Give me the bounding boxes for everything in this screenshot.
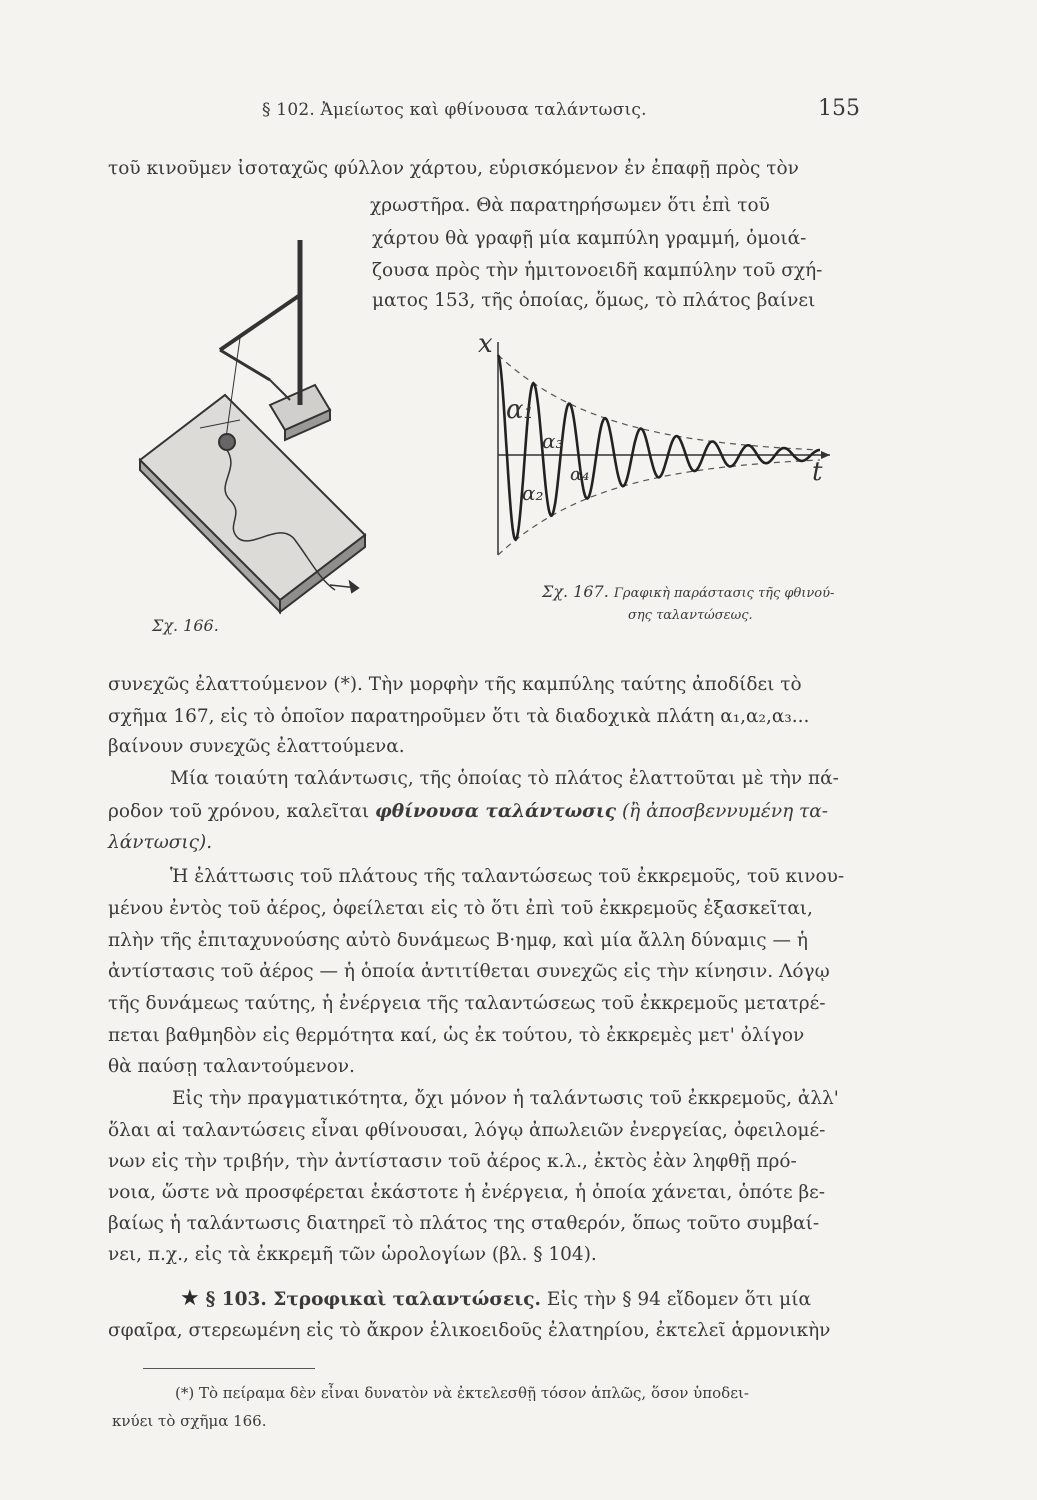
t-axis-label: t: [812, 457, 823, 487]
body-line: Μία τοιαύτη ταλάντωσις, τῆς ὁποίας τὸ πλάτος ἐλαττοῦται μὲ τὴν πά-: [170, 768, 839, 789]
body-line: θὰ παύσῃ ταλαντούμενον.: [108, 1056, 355, 1077]
body-line: σφαῖρα, στερεωμένη εἰς τὸ ἄκρον ἑλικοειδοῦς ἐλατηρίου, ἐκτελεῖ ἁρμονικὴν: [108, 1320, 831, 1341]
footnote-line: κνύει τὸ σχῆμα 166.: [112, 1412, 267, 1430]
fig-167-caption: Σχ. 167. Γραφικὴ παράστασις τῆς φθινού-: [542, 582, 835, 601]
body-line: σχῆμα 167, εἰς τὸ ὁποῖον παρατηροῦμεν ὅτι τὰ διαδοχικὰ πλάτη α₁,α₂,α₃...: [108, 706, 810, 727]
fig-166-caption: Σχ. 166.: [152, 616, 219, 635]
body-line: ὅλαι αἱ ταλαντώσεις εἶναι φθίνουσαι, λόγῳ ἀπωλειῶν ἐνεργείας, ὀφειλομέ-: [108, 1120, 826, 1141]
amplitude-label-a1: α₁: [506, 395, 534, 425]
body-line: Ἡ ἐλάττωσις τοῦ πλάτους τῆς ταλαντώσεως τοῦ ἐκκρεμοῦς, τοῦ κινου-: [170, 866, 845, 887]
page-header: [0, 96, 1037, 126]
body-line: τῆς δυνάμεως ταύτης, ἡ ἐνέργεια τῆς ταλαντώσεως τοῦ ἐκκρεμοῦς μετατρέ-: [108, 993, 826, 1014]
running-head: § 102. Ἀμείωτος καὶ φθίνουσα ταλάντωσις.: [262, 100, 647, 120]
body-line: ἀντίστασις τοῦ ἀέρος — ἡ ὁποία ἀντιτίθεται συνεχῶς εἰς τὴν κίνησιν. Λόγῳ: [108, 961, 830, 982]
page-number: 155: [818, 96, 860, 121]
body-line: Εἰς τὴν πραγματικότητα, ὄχι μόνον ἡ ταλάντωσις τοῦ ἐκκρεμοῦς, ἀλλ': [172, 1088, 839, 1109]
fig-167-caption-cont: σης ταλαντώσεως.: [628, 608, 753, 623]
body-line: βαίως ἡ ταλάντωσις διατηρεῖ τὸ πλάτος της σταθερόν, ὅπως τοῦτο συμβαί-: [108, 1213, 820, 1234]
lower-envelope: [498, 460, 820, 555]
body-line: πλὴν τῆς ἐπιταχυνούσης αὐτὸ δυνάμεως Β·ημφ, καὶ μία ἄλλη δύναμις — ἡ: [108, 930, 808, 951]
body-line: χρωστῆρα. Θὰ παρατηρήσωμεν ὅτι ἐπὶ τοῦ: [370, 195, 770, 216]
term-damped-oscillation: φθίνουσα ταλάντωσις: [375, 801, 617, 822]
body-line: λάντωσις).: [108, 832, 213, 853]
body-line: βαίνουν συνεχῶς ἐλαττούμενα.: [108, 736, 405, 757]
body-line: πεται βαθμηδὸν εἰς θερμότητα καί, ὡς ἐκ τούτου, τὸ ἐκκρεμὲς μετ' ὀλίγον: [108, 1025, 805, 1046]
body-line: ζουσα πρὸς τὴν ἡμιτονοειδῆ καμπύλην τοῦ σχή-: [372, 260, 823, 281]
body-line: ροδον τοῦ χρόνου, καλεῖται φθίνουσα ταλάντωσις (ἢ ἀποσβεννυμένη τα-: [108, 801, 829, 822]
footnote-divider: [143, 1368, 315, 1369]
amplitude-label-a3: α₃: [542, 429, 564, 453]
body-line: χάρτου θὰ γραφῇ μία καμπύλη γραμμή, ὁμοιά-: [372, 228, 807, 249]
star-icon: ★: [180, 1286, 200, 1311]
section-103-heading: § 103. Στροφικαὶ ταλαντώσεις.: [205, 1289, 541, 1310]
body-line: νοια, ὥστε νὰ προσφέρεται ἑκάστοτε ἡ ἐνέργεια, ἡ ὁποία χάνεται, ὁπότε βε-: [108, 1182, 825, 1203]
amplitude-label-a4: α₄: [570, 464, 590, 485]
body-line: τοῦ κινοῦμεν ἰσοταχῶς φύλλον χάρτου, εὑρισκόμενον ἐν ἐπαφῇ πρὸς τὸν: [108, 158, 799, 179]
body-line: νων εἰς τὴν τριβήν, τὴν ἀντίστασιν τοῦ ἀέρος κ.λ., ἐκτὸς ἐὰν ληφθῇ πρό-: [108, 1151, 797, 1172]
body-line: νει, π.χ., εἰς τὰ ἐκκρεμῆ τῶν ὡρολογίων (βλ. § 104).: [108, 1244, 597, 1265]
amplitude-label-a2: α₂: [522, 481, 544, 505]
body-line: μένου ἐντὸς τοῦ ἀέρος, ὀφείλεται εἰς τὸ ὅτι ἐπὶ τοῦ ἐκκρεμοῦς ἐξασκεῖται,: [108, 898, 813, 919]
body-line: ματος 153, τῆς ὁποίας, ὅμως, τὸ πλάτος βαίνει: [372, 290, 816, 311]
pendulum-apparatus-figure: [130, 220, 390, 600]
footnote-line: (*) Τὸ πείραμα δὲν εἶναι δυνατὸν νὰ ἐκτελεσθῇ τόσον ἁπλῶς, ὅσον ὑποδει-: [175, 1384, 749, 1402]
x-axis-label: x: [478, 329, 493, 359]
damped-oscillation-chart: [470, 330, 850, 580]
body-line: συνεχῶς ἐλαττούμενον (*). Τὴν μορφὴν τῆς καμπύλης ταύτης ἀποδίδει τὸ: [108, 674, 802, 695]
section-103-heading-line: ★ § 103. Στροφικαὶ ταλαντώσεις. Εἰς τὴν § 94 εἴδομεν ὅτι μία: [180, 1286, 811, 1311]
